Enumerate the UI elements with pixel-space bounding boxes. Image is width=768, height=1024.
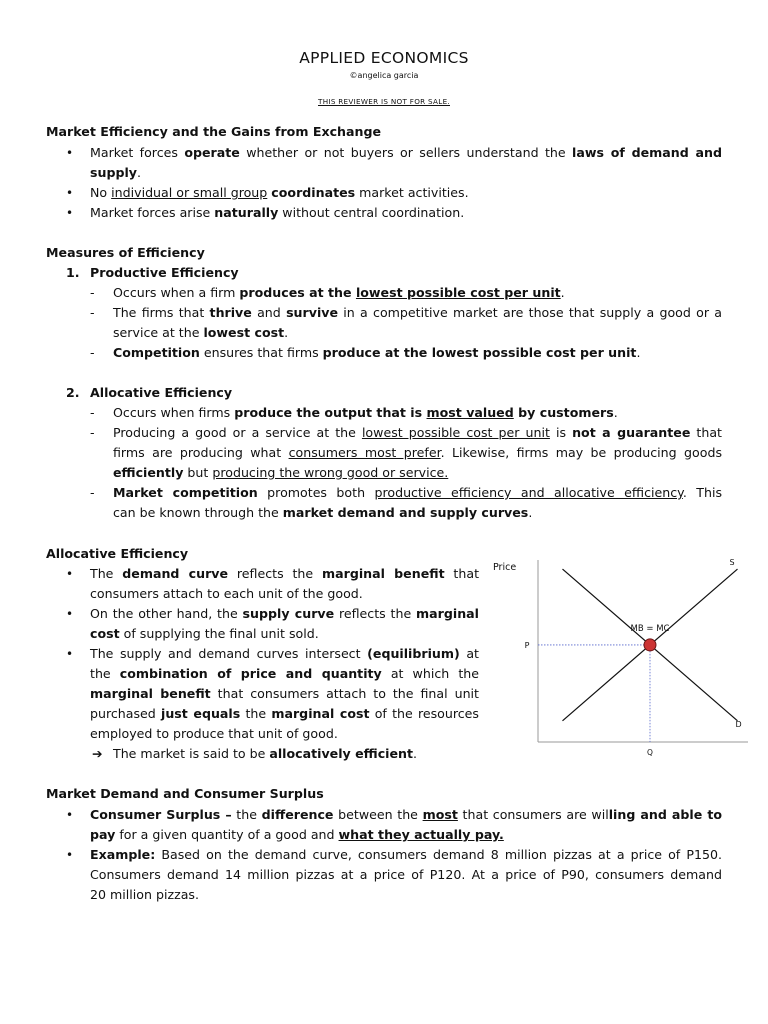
dash-icon: - (90, 285, 95, 300)
not-for-sale-notice: THIS REVIEWER IS NOT FOR SALE. (318, 97, 450, 106)
equilibrium-point (644, 639, 656, 651)
price-label: P (524, 640, 530, 650)
list-item-continuation: employed to produce that unit of good. (90, 726, 338, 741)
bullet-icon: • (66, 146, 74, 160)
list-item-continuation: cost of supplying the final unit sold. (90, 626, 319, 641)
list-item: Market forces operate whether or not buyers or sellers understand the laws of demand and (90, 145, 723, 160)
dash-icon: - (90, 405, 95, 420)
list-item: Occurs when a firm produces at the lowest possible cost per unit. (113, 285, 565, 300)
list-item-continuation: purchased just equals the marginal cost of the resources (90, 706, 479, 721)
list-item: The demand curve reflects the marginal benefit that (90, 566, 480, 581)
list-item: Competition ensures that firms produce at the lowest possible cost per unit. (113, 345, 641, 360)
list-item-continuation: the combination of price and quantity at which the (90, 666, 479, 681)
bullet-icon: • (66, 607, 74, 621)
quantity-label: Q (647, 748, 653, 757)
list-item-continuation: consumers attach to each unit of the good. (90, 586, 363, 601)
list-item: Market forces arise naturally without central coordination. (90, 205, 465, 220)
arrow-statement: The market is said to be allocatively efficient. (113, 746, 418, 761)
list-number: 1. (66, 265, 80, 280)
subheading-productive-efficiency: Productive Efficiency (90, 265, 239, 280)
list-item: No individual or small group coordinates market activities. (90, 185, 469, 200)
list-number: 2. (66, 385, 80, 400)
document-title: APPLIED ECONOMICS (299, 49, 469, 67)
dash-icon: - (90, 305, 95, 320)
section-heading-measures: Measures of Efficiency (46, 245, 205, 260)
dash-icon: - (90, 485, 95, 500)
list-item-continuation: firms are producing what consumers most prefer. Likewise, firms may be producing goods (113, 445, 723, 460)
list-item: Producing a good or a service at the lowest possible cost per unit is not a guarantee that (113, 425, 722, 440)
list-item: Occurs when firms produce the output that is most valued by customers. (113, 405, 618, 420)
section-heading-market-efficiency: Market Efficiency and the Gains from Exchange (46, 124, 382, 139)
section-heading-allocative: Allocative Efficiency (46, 546, 189, 561)
list-item: The firms that thrive and survive in a competitive market are those that supply a good or a (113, 305, 722, 320)
arrow-right-icon: ➔ (92, 746, 103, 761)
bullet-icon: • (66, 206, 74, 220)
subheading-allocative-efficiency: Allocative Efficiency (90, 385, 233, 400)
dash-icon: - (90, 425, 95, 440)
list-item: Consumer Surplus – the difference between the most that consumers are willing and able to (90, 807, 722, 822)
list-item-continuation: can be known through the market demand and supply curves. (113, 505, 533, 520)
list-item-continuation: service at the lowest cost. (113, 325, 289, 340)
list-item-continuation: marginal benefit that consumers attach to the final unit (90, 686, 479, 701)
dash-icon: - (90, 345, 95, 360)
y-axis-label: Price (493, 562, 517, 573)
list-item-continuation: 20 million pizzas. (90, 887, 199, 902)
demand-label: D (735, 719, 742, 729)
list-item: The supply and demand curves intersect (equilibrium) at (90, 646, 479, 661)
bullet-icon: • (66, 647, 74, 661)
section-heading-consumer-surplus: Market Demand and Consumer Surplus (46, 786, 324, 801)
list-item-continuation: Consumers demand 14 million pizzas at a price of P120. At a price of P90, consumers demand (90, 867, 722, 882)
list-item-continuation: supply. (90, 165, 142, 180)
bullet-icon: • (66, 848, 74, 862)
list-item-continuation: efficiently but producing the wrong good or service. (113, 465, 449, 480)
list-item: Example: Based on the demand curve, consumers demand 8 million pizzas at a price of P150. (90, 847, 722, 862)
supply-demand-chart (480, 552, 756, 768)
bullet-icon: • (66, 186, 74, 200)
list-item: Market competition promotes both productive efficiency and allocative efficiency. This (113, 485, 723, 500)
list-item: On the other hand, the supply curve reflects the marginal (90, 606, 479, 621)
bullet-icon: • (66, 808, 74, 822)
list-item-continuation: pay for a given quantity of a good and what they actually pay. (90, 827, 504, 842)
supply-label: S (729, 558, 735, 568)
equilibrium-label: MB = MC (630, 623, 670, 634)
bullet-icon: • (66, 567, 74, 581)
author-credit: ©angelica garcia (349, 71, 419, 80)
